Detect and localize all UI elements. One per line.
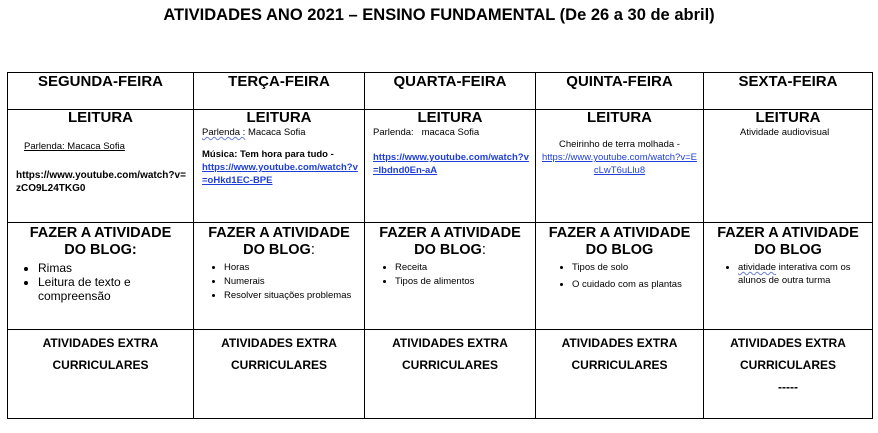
leitura-title: LEITURA (587, 109, 652, 126)
youtube-url: https://www.youtube.com/watch?v=zCO9L24TKG0 (16, 170, 186, 194)
parlenda-suffix: Macaca Sofia (245, 127, 306, 138)
day-monday (8, 73, 194, 110)
extra-label: ATIVIDADES EXTRA CURRICULARES (42, 336, 159, 372)
leitura-thursday (536, 110, 704, 223)
parlenda-text: Parlenda: macaca Sofia (373, 127, 480, 138)
blog-row (8, 223, 873, 330)
youtube-link[interactable]: https://www.youtube.com/watch?v=oHkd1EC-BPE (202, 162, 358, 186)
list-item: • Tipos de solo (572, 261, 703, 274)
day-label: QUARTA-FEIRA (393, 73, 507, 90)
extra-wednesday (365, 330, 536, 419)
extra-tuesday (194, 330, 365, 419)
extra-label: ATIVIDADES EXTRA CURRICULARES (392, 336, 508, 372)
blog-title: FAZER A ATIVIDADE DO BLOG: (208, 225, 350, 258)
extra-label: ATIVIDADES EXTRA CURRICULARES (561, 336, 678, 372)
cheirinho-text: Cheirinho de terra molhada - (559, 139, 680, 150)
day-header-row (8, 73, 873, 110)
day-wednesday (365, 73, 536, 110)
extra-thursday (536, 330, 704, 419)
leitura-title: LEITURA (417, 109, 483, 126)
leitura-title: LEITURA (68, 109, 133, 126)
leitura-title: LEITURA (755, 109, 821, 126)
parlenda-text: Parlenda: Macaca Sofia (24, 141, 125, 152)
blog-title: FAZER A ATIVIDADE DO BLOG: (379, 225, 521, 258)
day-label: TERÇA-FEIRA (228, 73, 330, 90)
list-item: • Leitura de texto e compreensão (38, 275, 193, 303)
list-item: • atividade interativa com os alunos de outra turma (738, 261, 866, 287)
blog-wednesday (365, 223, 536, 330)
dash-text: ----- (778, 380, 798, 394)
music-text: Música: Tem hora para tudo - (202, 149, 334, 160)
day-thursday (536, 73, 704, 110)
schedule-table (7, 72, 873, 419)
list-item: • Receita (395, 261, 535, 274)
list-item: • Rimas (38, 261, 193, 275)
extra-monday (8, 330, 194, 419)
list-item: • O cuidado com as plantas (572, 278, 703, 291)
audiovisual-text: Atividade audiovisual (740, 127, 830, 138)
leitura-friday (704, 110, 873, 223)
extra-label: ATIVIDADES EXTRA CURRICULARES (221, 336, 337, 372)
blog-monday (8, 223, 194, 330)
leitura-monday (8, 110, 194, 223)
list-item: • Horas (224, 261, 364, 274)
blog-friday (704, 223, 873, 330)
page-title: ATIVIDADES ANO 2021 – ENSINO FUNDAMENTAL (De 26 a 30 de abril) (163, 6, 715, 24)
day-label: QUINTA-FEIRA (566, 73, 673, 90)
blog-title: FAZER A ATIVIDADE DO BLOG (717, 225, 859, 258)
extra-row (8, 330, 873, 419)
day-label: SEXTA-FEIRA (738, 73, 838, 90)
extra-friday (704, 330, 873, 419)
leitura-row (8, 110, 873, 223)
leitura-title: LEITURA (246, 109, 312, 126)
youtube-link[interactable]: https://www.youtube.com/watch?v=Ibdnd0En-aA (373, 152, 529, 176)
blog-title: FAZER A ATIVIDADE DO BLOG: (29, 225, 172, 258)
day-label: SEGUNDA-FEIRA (37, 73, 163, 90)
list-item: • Tipos de alimentos (395, 275, 535, 288)
day-tuesday (194, 73, 365, 110)
leitura-tuesday (194, 110, 365, 223)
list-item: • Numerais (224, 275, 364, 288)
blog-tuesday (194, 223, 365, 330)
extra-label: ATIVIDADES EXTRA CURRICULARES ----- (730, 336, 846, 394)
blog-title: FAZER A ATIVIDADE DO BLOG (548, 225, 691, 258)
leitura-wednesday (365, 110, 536, 223)
list-item: • Resolver situações problemas (224, 289, 364, 302)
day-friday (704, 73, 873, 110)
parlenda-prefix: Parlenda : (202, 127, 246, 138)
blog-thursday (536, 223, 704, 330)
youtube-link[interactable]: https://www.youtube.com/watch?v=EcLwT6uLlu8 (542, 152, 697, 176)
